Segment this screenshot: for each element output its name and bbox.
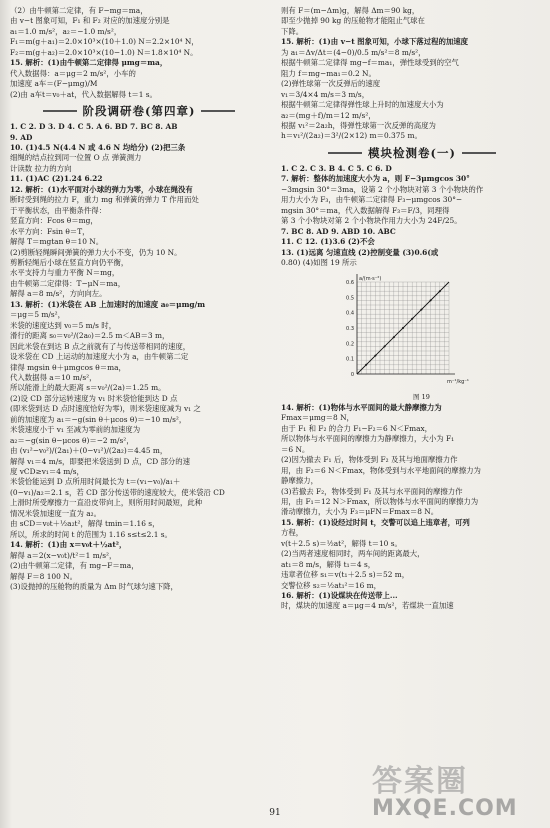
text-line: 违章者位移 s₁＝v(t₁＋2.5 s)＝52 m， — [281, 570, 410, 580]
text-line: 14. 解析：(1)物体与水平面间的最大静摩擦力为 — [281, 402, 442, 412]
text-line: 解得 a＝8 m/s²，方向向左。 — [10, 289, 107, 299]
text-line: 根据 v₁²＝2a₂h，得弹性球第一次反弹的高度为 — [281, 120, 436, 130]
left-column — [10, 6, 268, 592]
text-line: 计读数 拉力的方向 — [10, 163, 72, 173]
text-line: 解得 a＝2(x−v₀t)/t²＝1 m/s²， — [10, 550, 117, 560]
section-header-stage-test: 阶段调研卷(第四章) — [10, 103, 268, 119]
data-point — [439, 291, 441, 293]
text-line: 13. 解析：(1)米袋在 AB 上加速时的加速度 a₀＝μmg/m — [10, 299, 206, 309]
text-line: 根据牛顿第二定律得 mg−f＝ma₁，弹性球受到的空气 — [281, 58, 459, 68]
text-line: 下降。 — [281, 26, 304, 36]
text-line: 由 (v₁²−v₀²)/(2a₁)＋(0−v₁²)/(2a₂)＝4.45 m， — [10, 446, 168, 456]
text-line: 滑行的距离 s₀＝v₀²/(2a₀)＝2.5 m＜AB＝3 m， — [10, 331, 170, 341]
text-line: 剪断轻绳后小球在竖直方向仍平衡， — [10, 257, 129, 267]
text-line: a₂＝(mg＋f)/m＝12 m/s²， — [281, 110, 376, 120]
text-line: a₁＝1.0 m/s²，a₂＝−1.0 m/s²， — [10, 26, 122, 36]
text-line: −3mgsin 30°＝3ma，设第 2 个小物块对第 3 个小物块的作 — [281, 184, 484, 194]
text-line: F₂＝m(g＋a₂)＝2.0×10³×(10−1.0) N＝1.8×10⁴ N。 — [10, 47, 198, 57]
text-line: 15. 解析：(1)由牛顿第二定律得 μmg＝ma， — [10, 58, 168, 68]
text-line: 所以能滑上的最大距离 s＝v₀²/(2a)＝1.25 m。 — [10, 383, 166, 393]
y-axis-label: a/(m·s⁻²) — [359, 276, 382, 283]
text-line: 时，煤块的加速度 a＝μg＝4 m/s²，若煤块一直加速 — [281, 601, 454, 611]
text-line: 代入数据得 a＝10 m/s²， — [10, 372, 97, 382]
text-line: 11. C 12. (1)3.6 (2)不会 — [281, 237, 375, 247]
text-line: （2）由牛顿第二定律，有 F−mg＝ma， — [10, 6, 148, 15]
text-line: 11. (1)AC (2)1.24 6.22 — [10, 174, 103, 184]
text-line: 7. BC 8. AD 9. ABD 10. ABC — [281, 226, 396, 236]
text-line: 水平支持力与重力平衡 N＝mg， — [10, 268, 120, 278]
text-line: 12. 解析：(1)水平面对小球的弹力为零，小球在绳没有 — [10, 184, 193, 194]
text-line: (2)因为撤去 F₁ 后，物体受到 F₂ 及其与地面摩擦力作 — [281, 455, 458, 465]
text-line: 解得 F＝8 100 N。 — [10, 571, 78, 581]
text-line: 交警位移 s₂＝½at₁²＝16 m， — [281, 580, 382, 590]
y-tick-label: 0.3 — [346, 326, 354, 333]
text-line: 用，由 F₁＝12 N＞Fmax，所以物体与水平面间的摩擦力为 — [281, 496, 479, 506]
text-line: Fmax＝μmg＝8 N， — [281, 413, 354, 423]
text-line: 0.80) (4)如图 19 所示 — [281, 257, 357, 267]
data-point — [411, 318, 413, 320]
data-point — [402, 327, 404, 329]
text-line: ＝μg＝5 m/s²， — [10, 310, 66, 320]
text-line: 10. (1)4.5 N(4.4 N 或 4.6 N 均给分) (2)把三条 — [10, 142, 186, 152]
text-line: 断时受到绳的拉力 F，重力 mg 和弹簧的弹力 T 作用而处 — [10, 195, 199, 205]
text-line: h＝v₁²/(2a₂)＝3²/(2×12) m＝0.375 m。 — [281, 131, 422, 141]
right-bottom-text — [281, 403, 543, 612]
text-line: 13. (1)远离 匀速直线 (2)控制变量 (3)0.6(或 — [281, 247, 439, 257]
text-line: 加速度 a车＝(F−μmg)/M — [10, 79, 98, 89]
section-header-module-test: 模块检测卷(一) — [281, 145, 543, 161]
text-line: 静摩擦力， — [281, 476, 318, 486]
text-line: 根据牛顿第二定律得弹性球上升时的加速度大小为 — [281, 100, 444, 110]
text-line: 用力大小为 F₃，由牛顿第二定律得 F₃−μmgcos 30°− — [281, 195, 463, 205]
text-line: 解得 v₁＝4 m/s，即要把米袋送到 D 点，CD 部分的速 — [10, 456, 191, 466]
text-line: 度 vCD≥v₁＝4 m/s， — [10, 467, 84, 477]
text-line: 米袋速度小于 v₁ 至减为零前的加速度为 — [10, 425, 141, 435]
text-line: 情况米袋加速度一直为 a₂。 — [10, 508, 102, 518]
text-line: 1. C 2. D 3. D 4. C 5. A 6. BD 7. BC 8. AB — [10, 122, 178, 132]
text-line: 由牛顿第二定律得：T−μN＝ma， — [10, 278, 126, 288]
text-line: 代入数据得：a＝μg＝2 m/s²，小车的 — [10, 68, 136, 78]
text-line: 细绳的结点拉到同一位置 O 点 弹簧测力 — [10, 153, 142, 163]
text-line: 所以，所求的时间 t 的范围为 1.16 s≤t≤2.1 s。 — [10, 529, 172, 539]
text-line: a₂＝−g(sin θ−μcos θ)＝−2 m/s²， — [10, 435, 134, 445]
data-point — [420, 309, 422, 311]
text-line: v₁＝3/4×4 m/s＝3 m/s， — [281, 89, 370, 99]
data-point — [374, 355, 376, 357]
y-tick-label: 0.4 — [346, 311, 354, 318]
data-point — [384, 346, 386, 348]
text-line: 米袋恰能运到 D 点所用时间最长为 t＝(v₁−v₀)/a₁＋ — [10, 477, 181, 487]
a-vs-inverse-mass-chart — [337, 270, 469, 392]
text-line: 滑动摩擦力，大小为 F₃＝μFN＝Fmax＝8 N。 — [281, 507, 439, 517]
text-line: (3)若撤去 F₂，物体受到 F₁ 及其与水平面间的摩擦力作 — [281, 486, 463, 496]
text-line: (2)由 a车t＝v₀＋at，代入数据解得 t＝1 s。 — [10, 89, 157, 99]
text-line: 阻力 f＝mg−ma₁＝0.2 N。 — [281, 68, 376, 78]
text-line: (2)当两者速度相同时，两车间的距离最大， — [281, 549, 425, 559]
text-line: 上滑时所受摩擦力一直沿皮带向上，则所用时间最短，此种 — [10, 498, 203, 508]
text-line: 14. 解析：(1)由 x＝v₀t＋½at²， — [10, 540, 127, 550]
text-line: 则有 F＝(m−Δm)g，解得 Δm＝90 kg， — [281, 6, 420, 15]
text-line: 由 sCD＝v₀t＋½a₂t²，解得 tmin＝1.16 s， — [10, 519, 160, 529]
text-line: 前的加速度为 a₁＝−g(sin θ＋μcos θ)＝−10 m/s²， — [10, 414, 187, 424]
text-line: 9. AD — [10, 132, 33, 142]
x-axis-label: m⁻¹/kg⁻¹ — [447, 379, 469, 386]
text-line: (即米袋到达 D 点时速度恰好为零)，则米袋速度减为 v₁ 之 — [10, 404, 201, 414]
text-line: 15. 解析：(1)设经过时间 t，交警可以追上违章者，可列 — [281, 517, 470, 527]
data-point — [365, 364, 367, 366]
watermark-logo-text: 答案圈 — [372, 764, 468, 799]
text-line: at₁＝8 m/s，解得 t₁＝4 s， — [281, 559, 376, 569]
y-tick-label: 0.1 — [346, 357, 354, 364]
data-point — [393, 337, 395, 339]
y-tick-label: 0.2 — [346, 341, 354, 348]
text-line: 竖直方向：Fcos θ＝mg， — [10, 216, 98, 226]
right-top-text — [281, 6, 543, 142]
text-line: (2)弹性球第一次反弹后的速度 — [281, 79, 381, 89]
text-line: (2)设 CD 部分运转速度为 v₁ 时米袋恰能到达 D 点 — [10, 393, 178, 403]
y-tick-label: 0.6 — [346, 280, 354, 287]
figure-caption: 图 19 — [413, 393, 430, 402]
text-line: 第 3 个小物块对第 2 个小物块作用力大小为 24F/25。 — [281, 216, 462, 226]
text-line: 即至少抛掉 90 kg 的压舱物才能阻止气球在 — [281, 16, 425, 26]
text-line: 为 a₁＝Δv/Δt＝(4−0)/0.5 m/s²＝8 m/s²， — [281, 47, 426, 57]
text-line: 方程， — [281, 528, 304, 538]
data-point — [430, 300, 432, 302]
text-line: v(t＋2.5 s)＝½at²，解得 t＝10 s。 — [281, 538, 402, 548]
text-line: 7. 解析：整体的加速度大小为 a，则 F−3μmgcos 30° — [281, 174, 470, 184]
text-line: 1. C 2. C 3. B 4. C 5. C 6. D — [281, 163, 392, 173]
text-line: 水平方向：Fsin θ＝T， — [10, 226, 90, 236]
text-line: 解得 T＝mgtan θ＝10 N。 — [10, 237, 104, 247]
text-line: 由于 F₁ 和 F₂ 的合力 F₁−F₂＝6 N＜Fmax， — [281, 423, 433, 433]
text-line: (0−v₁)/a₂＝2.1 s，若 CD 部分传送带的速度较大，使米袋沿 CD — [10, 487, 225, 497]
text-line: 用，由 F₂＝6 N＜Fmax，物体受到与水平地面间的摩擦力为 — [281, 465, 481, 475]
watermark-logo — [372, 756, 542, 826]
y-tick-label: 0 — [350, 372, 354, 379]
text-line: mgsin 30°＝ma，代入数据解得 F₃＝F/3，同理得 — [281, 205, 450, 215]
right-mid-text — [281, 164, 543, 269]
graph-figure-19 — [337, 270, 469, 392]
text-line: 律得 mgsin θ＋μmgcos θ＝ma， — [10, 362, 126, 372]
text-line: 15. 解析：(1)由 v−t 图象可知，小球下落过程的加速度 — [281, 37, 469, 47]
text-line: 于平衡状态，由平衡条件得： — [10, 205, 107, 215]
text-line: (2)由牛顿第二定律，有 mg−F＝ma， — [10, 561, 139, 571]
y-tick-label: 0.5 — [346, 295, 354, 302]
text-line: F₁＝m(g＋a₁)＝2.0×10³×(10＋1.0) N＝2.2×10⁴ N， — [10, 37, 199, 47]
text-line: 设米袋在 CD 上运动的加速度大小为 a，由牛顿第二定 — [10, 352, 189, 362]
text-line: ＝6 N。 — [281, 444, 310, 454]
text-line: (2)剪断轻绳瞬间弹簧的弹力大小不变，仍为 10 N。 — [10, 247, 182, 257]
text-line: 所以物体与水平面间的摩擦力为静摩擦力，大小为 F₁ — [281, 434, 455, 444]
text-line: (3)设抛掉的压舱物的质量为 Δm 时气球匀速下降， — [10, 582, 178, 592]
watermark-url: MXQE.COM — [372, 796, 518, 821]
page-number: 91 — [269, 808, 281, 818]
text-line: 16. 解析：(1)设煤块在传送带上... — [281, 591, 398, 601]
text-line: 米袋的速度达到 v₀＝5 m/s 时， — [10, 320, 117, 330]
text-line: 因此米袋在到达 B 点之前就有了与传送带相同的速度， — [10, 341, 191, 351]
text-line: 由 v−t 图象可知，F₁ 和 F₂ 对应的加速度分别是 — [10, 16, 170, 26]
right-column — [281, 6, 543, 612]
